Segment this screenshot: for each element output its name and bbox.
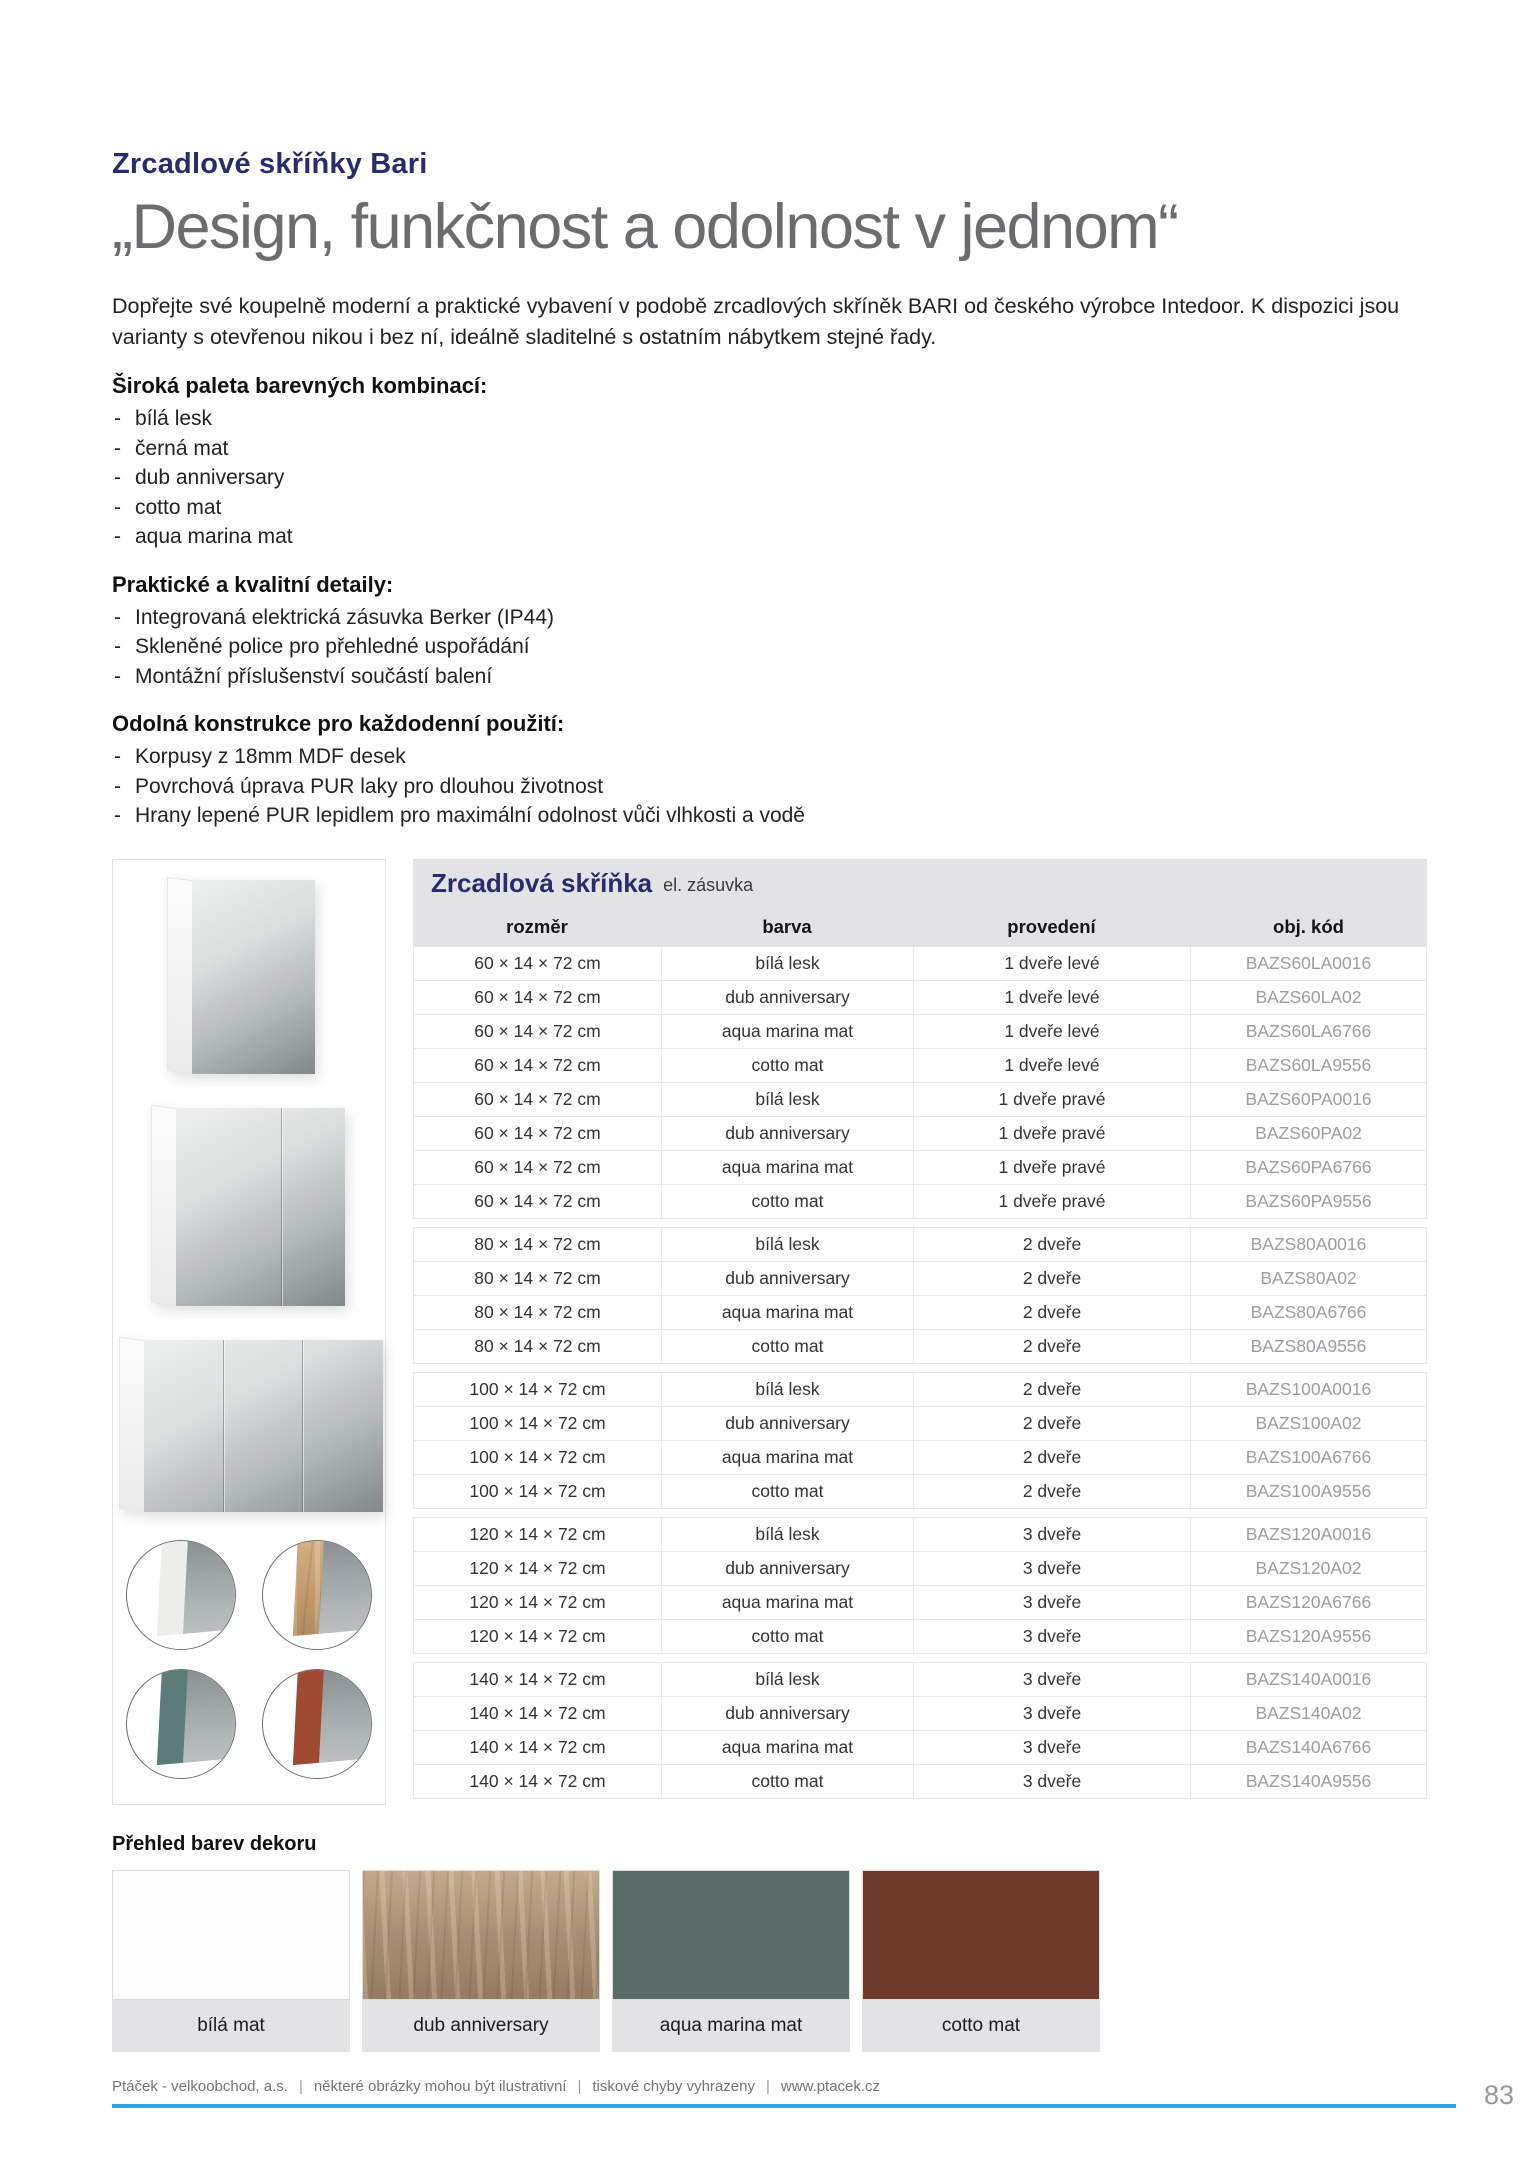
cell-obj-kod: BAZS120A9556 <box>1190 1620 1427 1653</box>
cabinet-2-door-image <box>151 1108 345 1306</box>
feature-item: - Povrchová úprava PUR laky pro dlouhou životnost <box>112 772 1456 802</box>
cell-provedeni: 3 dveře <box>913 1518 1190 1551</box>
table-group-80cm <box>413 1227 1427 1364</box>
cell-barva: bílá lesk <box>661 1228 913 1261</box>
footer-note-images: některé obrázky mohou být ilustrativní | <box>314 2078 593 2095</box>
cell-provedeni: 3 dveře <box>913 1731 1190 1764</box>
cell-barva: aqua marina mat <box>661 1151 913 1184</box>
table-title: Zrcadlová skříňka <box>431 868 653 898</box>
table-group-60cm <box>413 946 1427 1219</box>
product-image-panel <box>112 859 386 1805</box>
feature-list-details <box>112 603 1456 692</box>
decor-swatch-image <box>862 1870 1100 2000</box>
feature-item: - bílá lesk <box>112 404 1456 434</box>
cell-obj-kod: BAZS80A9556 <box>1190 1330 1427 1363</box>
table-row <box>413 1083 1427 1117</box>
feature-item: - dub anniversary <box>112 463 1456 493</box>
cell-rozmer: 60 × 14 × 72 cm <box>413 1049 661 1082</box>
intro-paragraph: Dopřejte své koupelně moderní a praktické vybavení v podobě zrcadlových skříněk BARI od českého výrobce Intedoor. K dispozici jsou varianty s otevřenou nikou i bez ní, ideálně sladitelné s ostatním nábytkem stejné řady. <box>112 294 1400 349</box>
mirror-door-front <box>144 1340 383 1512</box>
cell-rozmer: 120 × 14 × 72 cm <box>413 1552 661 1585</box>
cell-rozmer: 100 × 14 × 72 cm <box>413 1475 661 1508</box>
cell-rozmer: 60 × 14 × 72 cm <box>413 947 661 980</box>
table-row <box>413 1049 1427 1083</box>
color-detail-circle-image <box>126 1669 236 1779</box>
table-column-header: provedení <box>1007 916 1096 937</box>
cell-barva: dub anniversary <box>661 981 913 1014</box>
cell-provedeni: 1 dveře pravé <box>913 1117 1190 1150</box>
decor-swatch-label: bílá mat <box>112 2000 350 2052</box>
cell-provedeni: 3 dveře <box>913 1765 1190 1798</box>
feature-item: - Integrovaná elektrická zásuvka Berker (IP44) <box>112 603 1456 633</box>
cell-obj-kod: BAZS60PA0016 <box>1190 1083 1427 1116</box>
decor-swatch-image <box>612 1870 850 2000</box>
cell-provedeni: 3 dveře <box>913 1620 1190 1653</box>
cell-obj-kod: BAZS80A0016 <box>1190 1228 1427 1261</box>
feature-heading-details: Praktické a kvalitní detaily: <box>112 571 394 597</box>
cell-provedeni: 1 dveře pravé <box>913 1083 1190 1116</box>
footer-text <box>112 2078 1456 2095</box>
table-group-140cm <box>413 1662 1427 1799</box>
color-detail-circles <box>113 1540 385 1779</box>
cell-rozmer: 80 × 14 × 72 cm <box>413 1228 661 1261</box>
table-row <box>413 1185 1427 1219</box>
table-row <box>413 1262 1427 1296</box>
cell-obj-kod: BAZS140A02 <box>1190 1697 1427 1730</box>
cell-rozmer: 60 × 14 × 72 cm <box>413 1083 661 1116</box>
footer-company: Ptáček - velkoobchod, a.s. | <box>112 2078 314 2095</box>
cell-barva: bílá lesk <box>661 1663 913 1696</box>
cell-barva: dub anniversary <box>661 1697 913 1730</box>
cell-obj-kod: BAZS80A6766 <box>1190 1296 1427 1329</box>
feature-item: - aqua marina mat <box>112 522 1456 552</box>
table-row <box>413 981 1427 1015</box>
cell-barva: cotto mat <box>661 1049 913 1082</box>
cabinet-side-panel <box>151 1104 176 1305</box>
cell-rozmer: 120 × 14 × 72 cm <box>413 1518 661 1551</box>
cell-obj-kod: BAZS60LA9556 <box>1190 1049 1427 1082</box>
table-column-header: barva <box>762 916 812 937</box>
cell-barva: aqua marina mat <box>661 1731 913 1764</box>
feature-item: - černá mat <box>112 434 1456 464</box>
cell-provedeni: 2 dveře <box>913 1407 1190 1440</box>
feature-item: - Montážní příslušenství součástí balení <box>112 662 1456 692</box>
product-line-title: Zrcadlové skříňky Bari <box>112 148 428 180</box>
feature-item: - cotto mat <box>112 493 1456 523</box>
cell-barva: aqua marina mat <box>661 1015 913 1048</box>
cell-rozmer: 80 × 14 × 72 cm <box>413 1296 661 1329</box>
table-row <box>413 1586 1427 1620</box>
cell-provedeni: 2 dveře <box>913 1228 1190 1261</box>
feature-section-colors <box>112 373 1456 552</box>
table-row <box>413 1296 1427 1330</box>
cell-barva: cotto mat <box>661 1620 913 1653</box>
cell-provedeni: 1 dveře levé <box>913 981 1190 1014</box>
footer-accent-line <box>112 2104 1456 2108</box>
cell-barva: cotto mat <box>661 1475 913 1508</box>
product-section <box>112 859 1456 1805</box>
decor-swatch <box>862 1870 1100 2052</box>
feature-list-colors <box>112 404 1456 552</box>
decor-swatch-label: dub anniversary <box>362 2000 600 2052</box>
feature-item: - Hrany lepené PUR lepidlem pro maximální odolnost vůči vlhkosti a vodě <box>112 801 1456 831</box>
cell-rozmer: 80 × 14 × 72 cm <box>413 1262 661 1295</box>
mirror-door-front <box>176 1108 345 1306</box>
table-header-row <box>413 909 1427 946</box>
product-table <box>413 859 1427 1805</box>
cell-obj-kod: BAZS140A9556 <box>1190 1765 1427 1798</box>
decor-swatches <box>112 1870 1456 2052</box>
table-row <box>413 1475 1427 1509</box>
cell-barva: dub anniversary <box>661 1407 913 1440</box>
feature-heading-colors: Široká paleta barevných kombinací: <box>112 373 488 398</box>
cell-provedeni: 1 dveře levé <box>913 1049 1190 1082</box>
table-row <box>413 947 1427 981</box>
cell-barva: cotto mat <box>661 1330 913 1363</box>
feature-item: - Korpusy z 18mm MDF desek <box>112 742 1456 772</box>
cell-obj-kod: BAZS140A6766 <box>1190 1731 1427 1764</box>
cell-rozmer: 100 × 14 × 72 cm <box>413 1407 661 1440</box>
cell-rozmer: 60 × 14 × 72 cm <box>413 981 661 1014</box>
table-column-header: obj. kód <box>1273 916 1344 937</box>
cell-obj-kod: BAZS120A6766 <box>1190 1586 1427 1619</box>
cell-barva: cotto mat <box>661 1765 913 1798</box>
cell-obj-kod: BAZS100A02 <box>1190 1407 1427 1440</box>
table-group-100cm <box>413 1372 1427 1509</box>
cell-obj-kod: BAZS100A0016 <box>1190 1373 1427 1406</box>
cabinet-1-door-image <box>167 880 315 1074</box>
table-row <box>413 1620 1427 1654</box>
cell-obj-kod: BAZS60PA6766 <box>1190 1151 1427 1184</box>
table-row <box>413 1151 1427 1185</box>
color-detail-circle-image <box>262 1540 372 1650</box>
decor-swatch-label: cotto mat <box>862 2000 1100 2052</box>
table-row <box>413 1015 1427 1049</box>
headline-quote: „Design, funkčnost a odolnost v jednom“ <box>112 192 1178 262</box>
decor-heading: Přehled barev dekoru <box>112 1832 317 1855</box>
cabinet-side-panel <box>119 1336 144 1511</box>
cell-barva: dub anniversary <box>661 1117 913 1150</box>
feature-heading-durability: Odolná konstrukce pro každodenní použití: <box>112 711 565 736</box>
cell-rozmer: 60 × 14 × 72 cm <box>413 1151 661 1184</box>
cell-barva: aqua marina mat <box>661 1441 913 1474</box>
decor-swatch-image <box>362 1870 600 2000</box>
table-row <box>413 1373 1427 1407</box>
cell-barva: aqua marina mat <box>661 1296 913 1329</box>
decor-swatch <box>362 1870 600 2052</box>
cell-obj-kod: BAZS120A0016 <box>1190 1518 1427 1551</box>
table-row <box>413 1441 1427 1475</box>
cell-obj-kod: BAZS80A02 <box>1190 1262 1427 1295</box>
decor-swatch-label: aqua marina mat <box>612 2000 850 2052</box>
cell-provedeni: 2 dveře <box>913 1373 1190 1406</box>
cell-obj-kod: BAZS60LA6766 <box>1190 1015 1427 1048</box>
cell-provedeni: 3 dveře <box>913 1697 1190 1730</box>
cell-rozmer: 120 × 14 × 72 cm <box>413 1620 661 1653</box>
footer-website-link[interactable]: www.ptacek.cz <box>780 2077 881 2095</box>
cell-barva: dub anniversary <box>661 1262 913 1295</box>
cell-rozmer: 80 × 14 × 72 cm <box>413 1330 661 1363</box>
cell-barva: cotto mat <box>661 1185 913 1218</box>
table-column-header: rozměr <box>506 916 568 937</box>
cell-provedeni: 2 dveře <box>913 1296 1190 1329</box>
cell-rozmer: 140 × 14 × 72 cm <box>413 1697 661 1730</box>
cell-barva: aqua marina mat <box>661 1586 913 1619</box>
cell-rozmer: 140 × 14 × 72 cm <box>413 1765 661 1798</box>
table-group-120cm <box>413 1517 1427 1654</box>
feature-item: - Skleněné police pro přehledné uspořádání <box>112 632 1456 662</box>
table-title-note: el. zásuvka <box>663 875 754 895</box>
cell-provedeni: 1 dveře pravé <box>913 1151 1190 1184</box>
cell-provedeni: 2 dveře <box>913 1441 1190 1474</box>
cell-barva: dub anniversary <box>661 1552 913 1585</box>
cell-rozmer: 140 × 14 × 72 cm <box>413 1663 661 1696</box>
cabinet-side-panel <box>167 876 192 1073</box>
table-row <box>413 1228 1427 1262</box>
cell-obj-kod: BAZS100A6766 <box>1190 1441 1427 1474</box>
cell-obj-kod: BAZS60LA0016 <box>1190 947 1427 980</box>
cell-rozmer: 140 × 14 × 72 cm <box>413 1731 661 1764</box>
cell-barva: bílá lesk <box>661 947 913 980</box>
table-row <box>413 1765 1427 1799</box>
cell-rozmer: 60 × 14 × 72 cm <box>413 1015 661 1048</box>
cell-rozmer: 100 × 14 × 72 cm <box>413 1441 661 1474</box>
cell-rozmer: 100 × 14 × 72 cm <box>413 1373 661 1406</box>
color-detail-circle-image <box>262 1669 372 1779</box>
color-detail-circle-image <box>126 1540 236 1650</box>
feature-section-details <box>112 572 1456 692</box>
table-row <box>413 1697 1427 1731</box>
table-row <box>413 1330 1427 1364</box>
cell-obj-kod: BAZS60PA02 <box>1190 1117 1427 1150</box>
cell-obj-kod: BAZS60LA02 <box>1190 981 1427 1014</box>
page-footer <box>112 2077 1514 2110</box>
cell-barva: bílá lesk <box>661 1373 913 1406</box>
table-title-band <box>413 859 1427 909</box>
decor-colors-section <box>112 1833 1456 2052</box>
cell-provedeni: 3 dveře <box>913 1663 1190 1696</box>
cell-barva: bílá lesk <box>661 1083 913 1116</box>
cell-provedeni: 1 dveře levé <box>913 1015 1190 1048</box>
cell-provedeni: 2 dveře <box>913 1262 1190 1295</box>
cell-provedeni: 3 dveře <box>913 1552 1190 1585</box>
table-row <box>413 1731 1427 1765</box>
cell-obj-kod: BAZS100A9556 <box>1190 1475 1427 1508</box>
cell-provedeni: 1 dveře pravé <box>913 1185 1190 1218</box>
cell-barva: bílá lesk <box>661 1518 913 1551</box>
table-row <box>413 1407 1427 1441</box>
mirror-door-front <box>192 880 315 1074</box>
table-row <box>413 1552 1427 1586</box>
cell-provedeni: 3 dveře <box>913 1586 1190 1619</box>
cell-obj-kod: BAZS120A02 <box>1190 1552 1427 1585</box>
table-row <box>413 1663 1427 1697</box>
page-number: 83 <box>1483 2079 1514 2110</box>
footer-note-errors: tiskové chyby vyhrazeny | <box>592 2078 780 2095</box>
cell-rozmer: 60 × 14 × 72 cm <box>413 1117 661 1150</box>
cell-rozmer: 60 × 14 × 72 cm <box>413 1185 661 1218</box>
feature-section-durability <box>112 711 1456 831</box>
decor-swatch <box>112 1870 350 2052</box>
cell-provedeni: 1 dveře levé <box>913 947 1190 980</box>
feature-list-durability <box>112 742 1456 831</box>
cell-obj-kod: BAZS60PA9556 <box>1190 1185 1427 1218</box>
cell-obj-kod: BAZS140A0016 <box>1190 1663 1427 1696</box>
table-row <box>413 1518 1427 1552</box>
cell-provedeni: 2 dveře <box>913 1330 1190 1363</box>
cell-rozmer: 120 × 14 × 72 cm <box>413 1586 661 1619</box>
table-row <box>413 1117 1427 1151</box>
decor-swatch-image <box>112 1870 350 2000</box>
cabinet-3-door-image <box>119 1340 383 1512</box>
decor-swatch <box>612 1870 850 2052</box>
cell-provedeni: 2 dveře <box>913 1475 1190 1508</box>
